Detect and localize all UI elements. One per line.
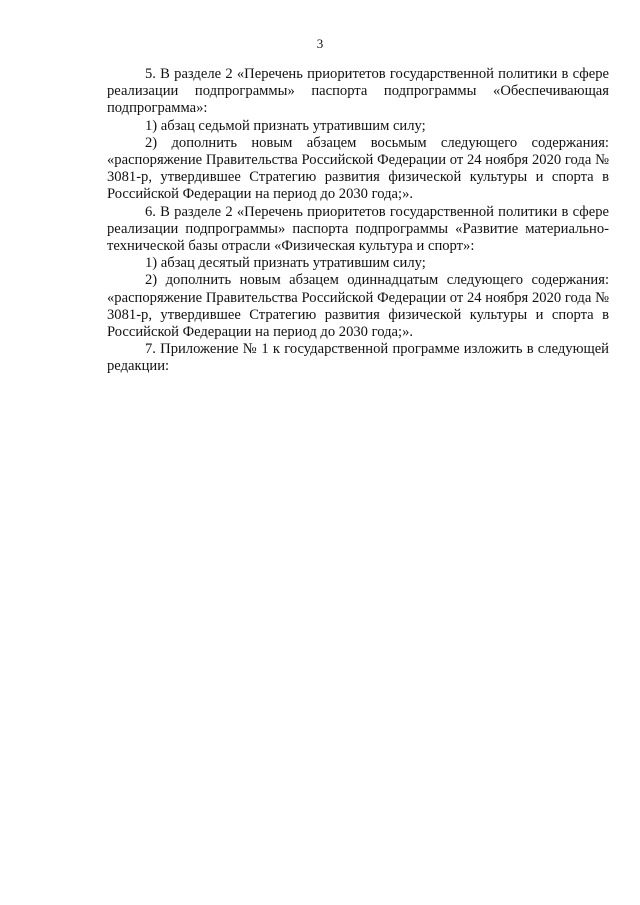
- paragraph-item-5-2: 2) дополнить новым абзацем восьмым следующего содержания: «распоряжение Правительства Российской Федерации от 24 ноября 2020 года № 3081-р, утвердившее Стратегию развития физической культуры и спорта в Российской Федерации на период до 2030 года;».: [107, 134, 609, 203]
- document-body: [107, 66, 609, 376]
- paragraph-item-6-1: 1) абзац десятый признать утратившим силу;: [145, 255, 426, 272]
- paragraph-item-5: 5. В разделе 2 «Перечень приоритетов государственной политики в сфере реализации подпрограммы» паспорта подпрограммы «Обеспечивающая подпрограмма»:: [107, 66, 609, 117]
- paragraph-item-7: 7. Приложение № 1 к государственной программе изложить в следующей редакции:: [107, 341, 609, 375]
- paragraph-item-6-2: 2) дополнить новым абзацем одиннадцатым следующего содержания: «распоряжение Правительства Российской Федерации от 24 ноября 2020 года № 3081-р, утвердившее Стратегию развития физической культуры и спорта в Российской Федерации на период до 2030 года;».: [107, 272, 609, 341]
- paragraph-item-6: 6. В разделе 2 «Перечень приоритетов государственной политики в сфере реализации подпрограммы» паспорта подпрограммы «Развитие материально-технической базы отрасли «Физическая культура и спорт»:: [107, 203, 609, 255]
- page-number: 3: [316, 36, 324, 51]
- paragraph-item-5-1: 1) абзац седьмой признать утратившим силу;: [145, 117, 426, 134]
